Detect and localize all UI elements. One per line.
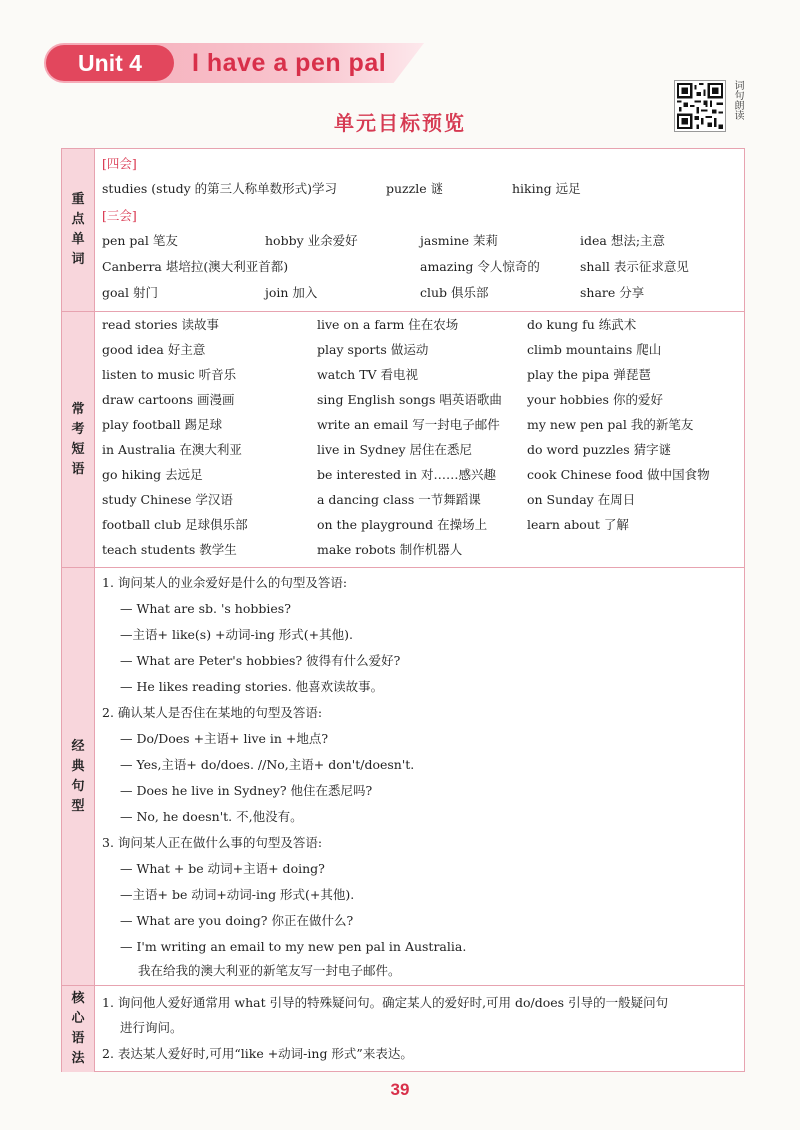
phrase-item: write an email 写一封电子邮件 <box>317 417 500 432</box>
phrase-line <box>102 340 736 360</box>
phrase-item: do word puzzles 猜字谜 <box>527 442 672 457</box>
phrase-item: live in Sydney 居住在悉尼 <box>317 442 473 457</box>
grammar-line: 进行询问。 <box>120 1020 183 1035</box>
phrase-item: your hobbies 你的爱好 <box>527 392 663 407</box>
vocab-item: share 分享 <box>580 285 645 300</box>
phrase-item: teach students 教学生 <box>102 542 237 557</box>
phrase-item: a dancing class 一节舞蹈课 <box>317 492 481 507</box>
phrase-item: on the playground 在操场上 <box>317 517 488 532</box>
sentences-category-label: 经 典 句 型 <box>62 568 95 985</box>
vocab-item: studies (study 的第三人称单数形式)学习 <box>102 181 338 196</box>
phrase-item: be interested in 对……感兴趣 <box>317 467 497 482</box>
four-skills-line <box>102 179 736 199</box>
phrase-item: live on a farm 住在农场 <box>317 317 459 332</box>
sentence-heading: 1. 询问某人的业余爱好是什么的句型及答语: <box>102 575 348 590</box>
sentence-line: — He likes reading stories. 他喜欢读故事。 <box>120 679 384 694</box>
sentence-line: — What are Peter's hobbies? 彼得有什么爱好? <box>120 653 401 668</box>
vocab-item: goal 射门 <box>102 285 158 300</box>
three-skills-line <box>102 283 736 303</box>
page-number: 39 <box>390 1080 410 1099</box>
grammar-row <box>62 986 744 1072</box>
vocab-item: join 加入 <box>265 285 318 300</box>
phrase-item: on Sunday 在周日 <box>527 492 636 507</box>
phrase-item: good idea 好主意 <box>102 342 206 357</box>
vocab-item: jasmine 茉莉 <box>420 233 499 248</box>
phrase-item: learn about 了解 <box>527 517 629 532</box>
sentence-line: —主语+ like(s) +动词-ing 形式(+其他). <box>120 627 353 642</box>
phrase-line <box>102 540 736 560</box>
sentence-line: — No, he doesn't. 不,他没有。 <box>120 809 303 824</box>
three-skills-tag: [三会] <box>102 208 137 223</box>
vocab-item: shall 表示征求意见 <box>580 259 689 274</box>
sentence-heading: 2. 确认某人是否住在某地的句型及答语: <box>102 705 323 720</box>
vocab-item: pen pal 笔友 <box>102 233 178 248</box>
phrase-line <box>102 515 736 535</box>
grammar-line: 2. 表达某人爱好时,可用“like +动词-ing 形式”来表达。 <box>102 1046 413 1061</box>
phrase-item: do kung fu 练武术 <box>527 317 637 332</box>
sentence-line: — What are sb. 's hobbies? <box>120 601 291 616</box>
phrase-item: read stories 读故事 <box>102 317 220 332</box>
section-heading: 单元目标预览 <box>334 111 466 135</box>
unit-label: Unit 4 <box>46 45 174 81</box>
vocab-row <box>62 149 744 312</box>
phrase-item: cook Chinese food 做中国食物 <box>527 467 710 482</box>
vocab-item: club 俱乐部 <box>420 285 489 300</box>
phrase-item: sing English songs 唱英语歌曲 <box>317 392 502 407</box>
phrase-item: listen to music 听音乐 <box>102 367 237 382</box>
phrases-category-label: 常 考 短 语 <box>62 312 95 567</box>
sentence-line: — Do/Does +主语+ live in +地点? <box>120 731 329 746</box>
vocab-item: hobby 业余爱好 <box>265 233 358 248</box>
phrase-item: play football 踢足球 <box>102 417 223 432</box>
sentence-line: — What + be 动词+主语+ doing? <box>120 861 325 876</box>
sentences-row <box>62 568 744 986</box>
sentence-line: 我在给我的澳大利亚的新笔友写一封电子邮件。 <box>138 963 401 978</box>
qr-label: 词句朗读 <box>732 80 743 120</box>
phrase-line <box>102 465 736 485</box>
vocab-item: hiking 远足 <box>512 181 581 196</box>
qr-code-icon[interactable] <box>674 80 726 132</box>
phrase-item: watch TV 看电视 <box>317 367 419 382</box>
phrase-line <box>102 415 736 435</box>
three-skills-line <box>102 257 736 277</box>
sentence-line: — Yes,主语+ do/does. //No,主语+ don't/doesn't. <box>120 757 415 772</box>
sentence-line: — Does he live in Sydney? 他住在悉尼吗? <box>120 783 373 798</box>
vocab-item: Canberra 堪培拉(澳大利亚首都) <box>102 259 289 274</box>
phrases-row <box>62 312 744 568</box>
vocab-item: idea 想法;主意 <box>580 233 666 248</box>
vocab-category-label: 重 点 单 词 <box>62 149 95 311</box>
sentence-line: — I'm writing an email to my new pen pal in Australia. <box>120 939 467 954</box>
phrase-line <box>102 440 736 460</box>
phrase-item: play the pipa 弹琵琶 <box>527 367 651 382</box>
phrase-item: play sports 做运动 <box>317 342 429 357</box>
phrase-line <box>102 490 736 510</box>
grammar-category-label: 核 心 语 法 <box>62 986 95 1072</box>
phrase-item: climb mountains 爬山 <box>527 342 662 357</box>
unit-title: I have a pen pal <box>192 49 387 77</box>
sentence-heading: 3. 询问某人正在做什么事的句型及答语: <box>102 835 323 850</box>
phrase-item: make robots 制作机器人 <box>317 542 463 557</box>
sentence-line: —主语+ be 动词+动词-ing 形式(+其他). <box>120 887 355 902</box>
four-skills-tag: [四会] <box>102 156 137 171</box>
phrase-line <box>102 365 736 385</box>
phrase-item: my new pen pal 我的新笔友 <box>527 417 694 432</box>
unit-overview-table <box>61 148 745 1072</box>
three-skills-line <box>102 231 736 251</box>
phrase-item: study Chinese 学汉语 <box>102 492 233 507</box>
phrase-item: football club 足球俱乐部 <box>102 517 248 532</box>
phrase-item: in Australia 在澳大利亚 <box>102 442 242 457</box>
sentence-line: — What are you doing? 你正在做什么? <box>120 913 354 928</box>
phrase-line <box>102 315 736 335</box>
phrase-item: draw cartoons 画漫画 <box>102 392 235 407</box>
vocab-item: amazing 令人惊奇的 <box>420 259 540 274</box>
phrase-line <box>102 390 736 410</box>
vocab-item: puzzle 谜 <box>386 181 444 196</box>
grammar-line: 1. 询问他人爱好通常用 what 引导的特殊疑问句。确定某人的爱好时,可用 do/does 引导的一般疑问句 <box>102 995 669 1010</box>
phrase-item: go hiking 去远足 <box>102 467 203 482</box>
